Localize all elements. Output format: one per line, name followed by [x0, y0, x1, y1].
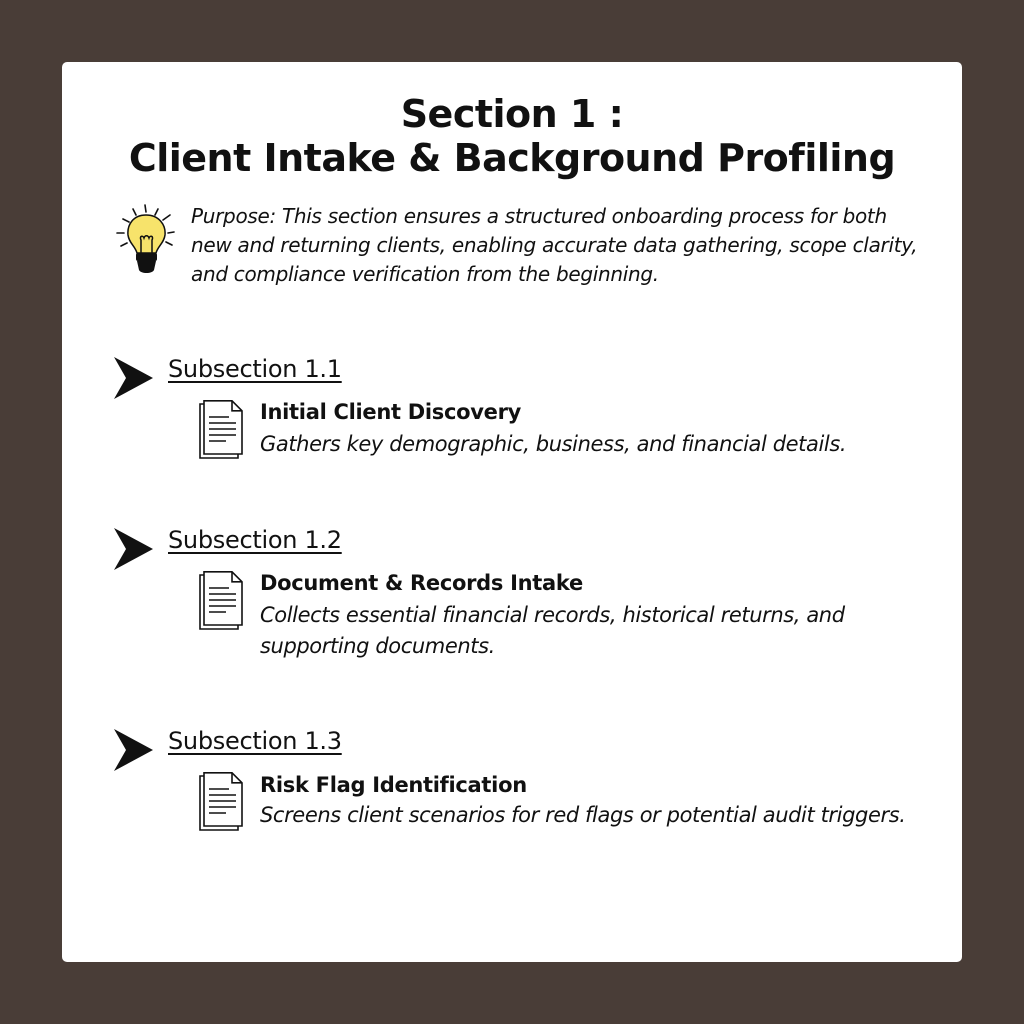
- lightbulb-icon: [112, 202, 184, 280]
- subsection-1-1-description: Gathers key demographic, business, and financial details.: [260, 432, 847, 456]
- document-icon: [196, 571, 246, 633]
- page-title: [62, 92, 962, 180]
- document-icon: [196, 772, 246, 834]
- subsection-1-2-title: Document & Records Intake: [260, 571, 583, 595]
- title-line-2: Client Intake & Background Profiling: [128, 136, 896, 180]
- content-card: [62, 62, 962, 962]
- document-icon: [196, 400, 246, 462]
- arrow-right-icon: [112, 356, 154, 400]
- subsection-1-1-label: Subsection 1.1: [168, 355, 342, 383]
- subsection-1-2-label: Subsection 1.2: [168, 526, 342, 554]
- subsection-1-3-title: Risk Flag Identification: [260, 773, 527, 797]
- subsection-1-1-title: Initial Client Discovery: [260, 400, 522, 424]
- arrow-right-icon: [112, 527, 154, 571]
- subsection-1-2-description: Collects essential financial records, historical returns, and supporting documents.: [260, 603, 845, 658]
- title-line-1: Section 1 :: [400, 92, 624, 136]
- subsection-1-3-label: Subsection 1.3: [168, 727, 342, 755]
- subsection-1-3-description: Screens client scenarios for red flags or potential audit triggers.: [260, 803, 906, 827]
- arrow-right-icon: [112, 728, 154, 772]
- purpose-text: Purpose: This section ensures a structured onboarding process for both new and returning clients, enabling accurate data gathering, scope clarity, and compliance verification from the beginning.: [191, 204, 918, 286]
